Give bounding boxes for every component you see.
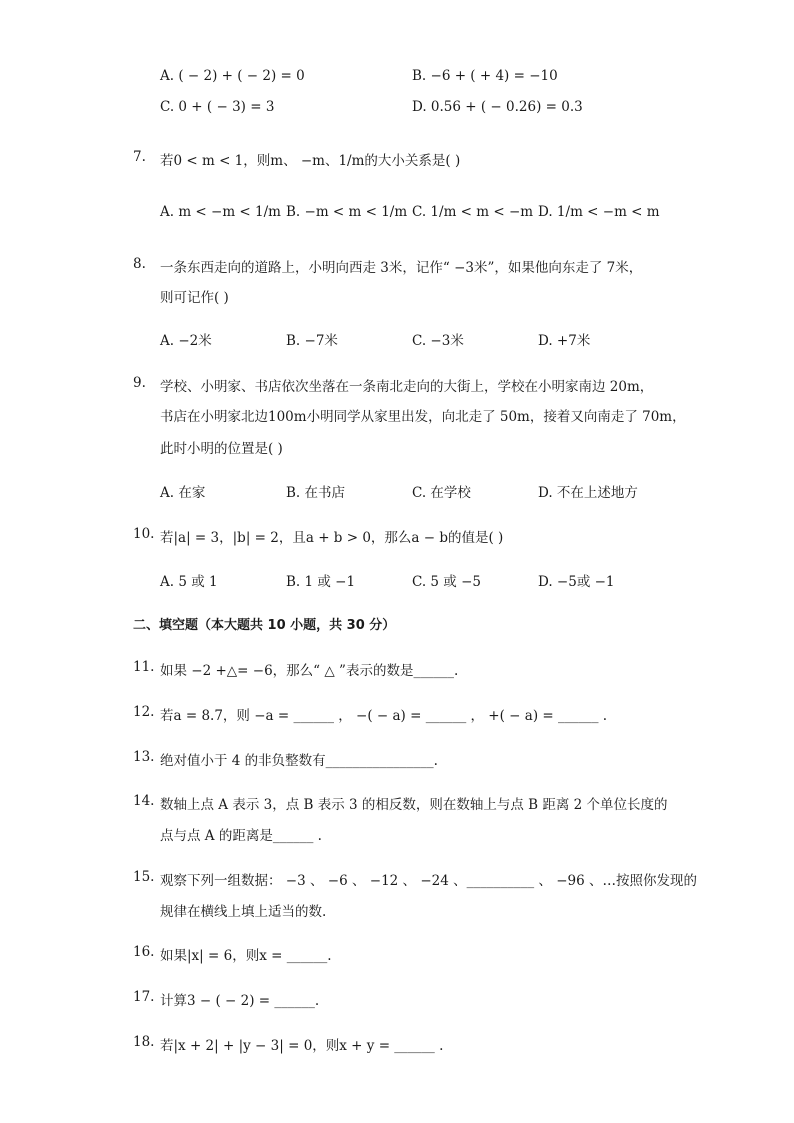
question-9-line3: 此时小明的位置是( ): [160, 441, 283, 457]
q7-option-d: D. 1/m < −m < m: [538, 204, 660, 220]
q9-option-c: C. 在学校: [412, 485, 471, 501]
q8-option-a: A. −2米: [160, 333, 212, 349]
question-14-line2: 点与点 A 的距离是______ .: [160, 828, 322, 844]
question-18-text: 若|x + 2| + |y − 3| = 0，则x + y = ______ .: [160, 1038, 444, 1054]
question-7-text: 若0 < m < 1，则m、 −m、1/m的大小关系是( ): [160, 153, 461, 169]
question-number: 16.: [133, 944, 155, 960]
question-10-text: 若|a| = 3，|b| = 2，且a + b > 0，那么a − b的值是( ): [160, 530, 504, 546]
question-12-text: 若a = 8.7，则 −a = ______ ， −( − a) = ______ ， +( − a) = ______ .: [160, 708, 608, 724]
question-17-text: 计算3 − ( − 2) = ______.: [160, 993, 320, 1009]
q10-option-d: D. −5或 −1: [538, 574, 615, 590]
q6-option-b: B. −6 + ( + 4) = −10: [412, 68, 558, 84]
q6-option-d: D. 0.56 + ( − 0.26) = 0.3: [412, 99, 583, 115]
question-number: 18.: [133, 1034, 155, 1050]
q7-option-a: A. m < −m < 1/m: [160, 204, 281, 220]
question-number: 7.: [133, 149, 146, 165]
q10-option-b: B. 1 或 −1: [286, 574, 356, 590]
q8-option-c: C. −3米: [412, 333, 464, 349]
question-number: 12.: [133, 704, 155, 720]
question-number: 15.: [133, 869, 155, 885]
question-16-text: 如果|x| = 6，则x = ______.: [160, 948, 332, 964]
question-9-line2: 书店在小明家北边100m小明同学从家里出发，向北走了 50m，接着又向南走了 70m，: [160, 409, 686, 425]
q8-option-d: D. +7米: [538, 333, 591, 349]
question-8-line2: 则可记作( ): [160, 290, 229, 306]
q10-option-a: A. 5 或 1: [160, 574, 218, 590]
question-15-line1: 观察下列一组数据： −3 、 −6 、 −12 、 −24 、__________ 、 −96 、…按照你发现的: [160, 873, 697, 889]
q9-option-b: B. 在书店: [286, 485, 346, 501]
question-number: 14.: [133, 793, 155, 809]
question-number: 10.: [133, 526, 155, 542]
question-number: 13.: [133, 749, 155, 765]
question-8-line1: 一条东西走向的道路上，小明向西走 3米，记作“ −3米”，如果他向东走了 7米，: [160, 260, 643, 276]
q9-option-d: D. 不在上述地方: [538, 485, 638, 501]
q6-option-c: C. 0 + ( − 3) = 3: [160, 99, 275, 115]
q9-option-a: A. 在家: [160, 485, 206, 501]
question-number: 8.: [133, 256, 146, 272]
section-heading: 二、填空题（本大题共 10 小题，共 30 分）: [133, 618, 396, 633]
q10-option-c: C. 5 或 −5: [412, 574, 482, 590]
question-number: 11.: [133, 659, 155, 675]
q7-option-c: C. 1/m < m < −m: [412, 204, 534, 220]
question-number: 17.: [133, 989, 155, 1005]
question-13-text: 绝对值小于 4 的非负整数有________________.: [160, 753, 438, 769]
q8-option-b: B. −7米: [286, 333, 338, 349]
question-9-line1: 学校、小明家、书店依次坐落在一条南北走向的大街上，学校在小明家南边 20m，: [160, 379, 654, 395]
question-15-line2: 规律在横线上填上适当的数.: [160, 904, 327, 920]
question-number: 9.: [133, 375, 146, 391]
q6-option-a: A. ( − 2) + ( − 2) = 0: [160, 68, 305, 84]
question-14-line1: 数轴上点 A 表示 3，点 B 表示 3 的相反数，则在数轴上与点 B 距离 2 个单位长度的: [160, 797, 668, 813]
q7-option-b: B. −m < m < 1/m: [286, 204, 408, 220]
question-11-text: 如果 −2 +△= −6，那么“ △ ”表示的数是______.: [160, 663, 459, 679]
